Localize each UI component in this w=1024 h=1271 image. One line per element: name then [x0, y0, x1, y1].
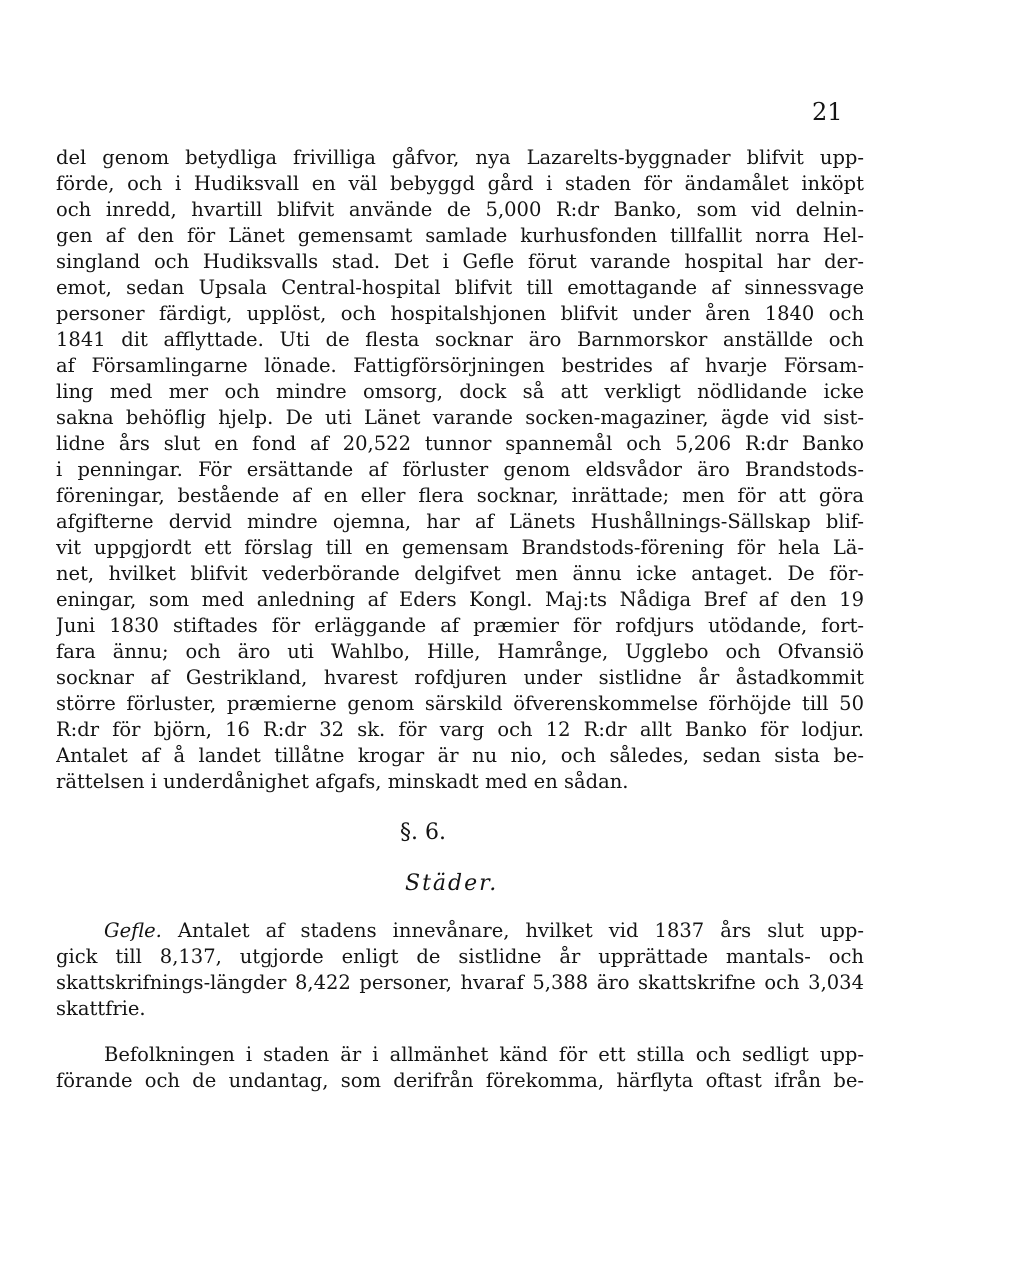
text-line: förde, och i Hudiksvall en väl bebyggd gård i staden för ändamålet inköpt [56, 172, 864, 195]
text-line: af Församlingarne lönade. Fattigförsörjningen bestrides af hvarje Försam- [56, 354, 864, 377]
text-line: eningar, som med anledning af Eders Kongl. Maj:ts Nådiga Bref af den 19 [56, 588, 864, 611]
text-line: 1841 dit afflyttade. Uti de flesta socknar äro Barnmorskor anställde och [56, 328, 864, 351]
text-line: del genom betydliga frivilliga gåfvor, nya Lazarelts-byggnader blifvit upp- [56, 146, 864, 169]
section-mark: §. 6. [400, 820, 446, 845]
page-number: 21 [812, 98, 843, 126]
text-line: rättelsen i underdånighet afgafs, minskadt med en sådan. [56, 770, 629, 793]
text-line: skattskrifnings-längder 8,422 personer, hvaraf 5,388 äro skattskrifne och 3,034 [56, 971, 864, 994]
text-line: personer färdigt, upplöst, och hospitalshjonen blifvit under åren 1840 och [56, 302, 864, 325]
text-line: fara ännu; och äro uti Wahlbo, Hille, Hamrånge, Ugglebo och Ofvansiö [56, 640, 864, 663]
text-line: gen af den för Länet gemensamt samlade kurhusfonden tillfallit norra Hel- [56, 224, 864, 247]
text-line: Befolkningen i staden är i allmänhet känd för ett stilla och sedligt upp- [104, 1043, 864, 1066]
text-line: Juni 1830 stiftades för erläggande af præmier för rofdjurs utödande, fort- [56, 614, 864, 637]
text-line: och inredd, hvartill blifvit använde de 5,000 R:dr Banko, som vid delnin- [56, 198, 864, 221]
text-line: förande och de undantag, som derifrån förekomma, härflyta oftast ifrån be- [56, 1069, 864, 1092]
text-line: gick till 8,137, utgjorde enligt de sistlidne år upprättade mantals- och [56, 945, 864, 968]
text-line: större förluster, præmierne genom särskild öfverenskommelse förhöjde till 50 [56, 692, 864, 715]
text-line: socknar af Gestrikland, hvarest rofdjuren under sistlidne år åstadkommit [56, 666, 864, 689]
text-line: i penningar. För ersättande af förluster genom eldsvådor äro Brandstods- [56, 458, 864, 481]
text-line: afgifterne dervid mindre ojemna, har af Länets Hushållnings-Sällskap blif- [56, 510, 864, 533]
text-line: emot, sedan Upsala Central-hospital blifvit till emottagande af sinnessvage [56, 276, 864, 299]
city-name: Gefle. [104, 919, 162, 942]
text-line: skattfrie. [56, 997, 146, 1020]
text-span: Antalet af stadens innevånare, hvilket vid 1837 års slut upp- [161, 919, 864, 942]
section-heading: Städer. [405, 871, 499, 896]
text-line: lidne års slut en fond af 20,522 tunnor spannemål och 5,206 R:dr Banko [56, 432, 864, 455]
text-line: ling med mer och mindre omsorg, dock så att verkligt nödlidande icke [56, 380, 864, 403]
text-line: net, hvilket blifvit vederbörande delgifvet men ännu icke antaget. De för- [56, 562, 864, 585]
text-line: Antalet af å landet tillåtne krogar är nu nio, och således, sedan sista be- [56, 744, 864, 767]
text-line: vit uppgjordt ett förslag till en gemensam Brandstods-förening för hela Lä- [56, 536, 864, 559]
text-line: föreningar, bestående af en eller flera socknar, inrättade; men för att göra [56, 484, 864, 507]
text-line: R:dr för björn, 16 R:dr 32 sk. för varg och 12 R:dr allt Banko för lodjur. [56, 718, 864, 741]
text-line: sakna behöflig hjelp. De uti Länet varande socken-magaziner, ägde vid sist- [56, 406, 864, 429]
text-line [104, 918, 864, 944]
text-line: singland och Hudiksvalls stad. Det i Gefle förut varande hospital har der- [56, 250, 864, 273]
